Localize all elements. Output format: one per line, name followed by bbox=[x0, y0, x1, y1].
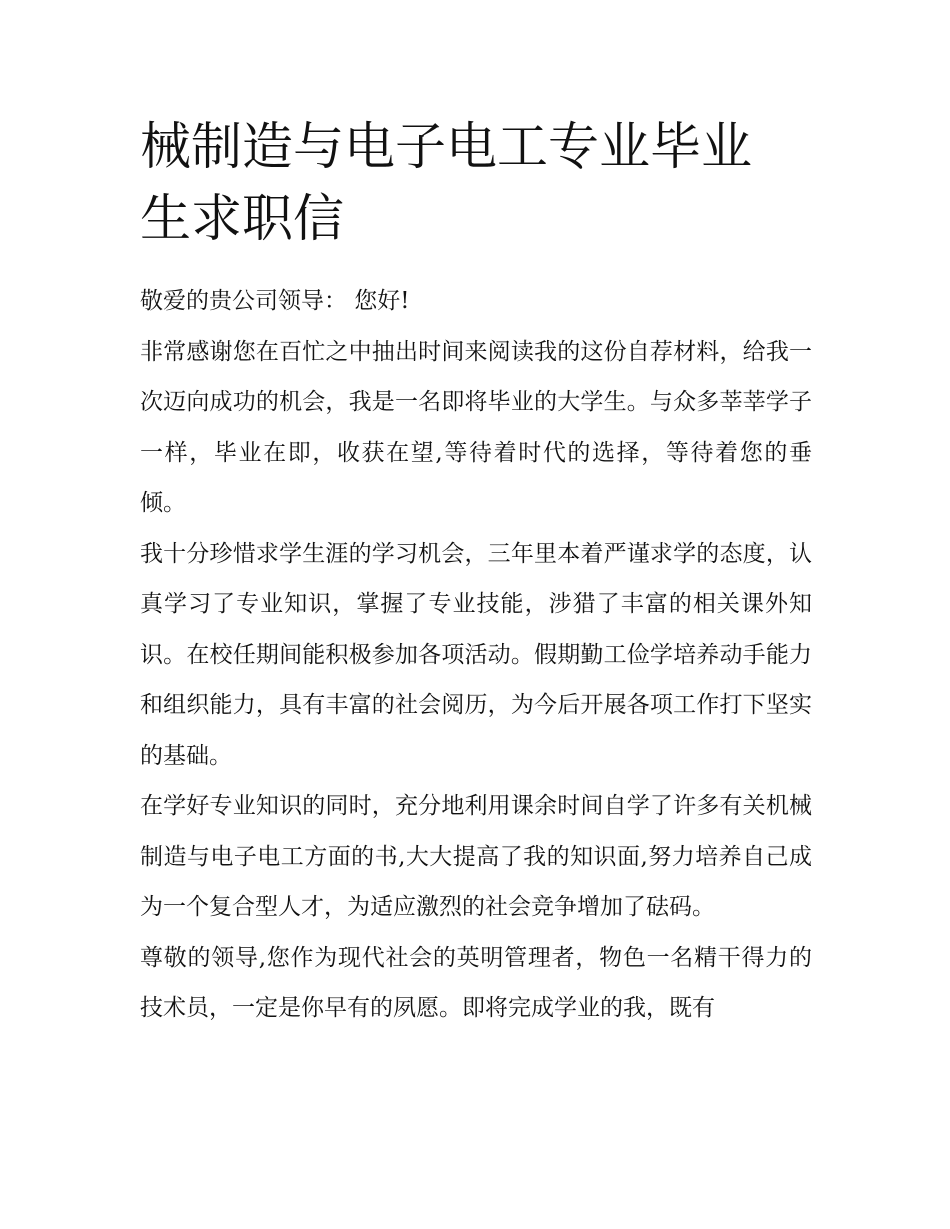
body-paragraph: 尊敬的领导,您作为现代社会的英明管理者，物色一名精干得力的技术员，一定是你早有的夙愿。即将完成学业的我，既有 bbox=[140, 944, 812, 1021]
document-body bbox=[140, 276, 820, 1034]
document-page bbox=[140, 112, 820, 1034]
body-paragraph: 在学好专业知识的同时，充分地利用课余时间自学了许多有关机械制造与电子电工方面的书,大大提高了我的知识面,努力培养自己成为一个复合型人才，为适应激烈的社会竞争增加了砝码。 bbox=[140, 793, 812, 920]
document-title: 械制造与电子电工专业毕业生求职信 bbox=[140, 118, 753, 249]
body-paragraph: 我十分珍惜求学生涯的学习机会，三年里本着严谨求学的态度，认真学习了专业知识，掌握了专业技能，涉猎了丰富的相关课外知识。在校任期间能积极参加各项活动。假期勤工俭学培养动手能力和组织能力，具有丰富的社会阅历，为今后开展各项工作打下坚实的基础。 bbox=[140, 540, 812, 769]
body-paragraph: 非常感谢您在百忙之中抽出时间来阅读我的这份自荐材料，给我一次迈向成功的机会，我是一名即将毕业的大学生。与众多莘莘学子一样，毕业在即，收获在望,等待着时代的选择，等待着您的垂倾。 bbox=[140, 338, 812, 516]
greeting-paragraph: 敬爱的贵公司领导： 您好! bbox=[140, 288, 410, 314]
